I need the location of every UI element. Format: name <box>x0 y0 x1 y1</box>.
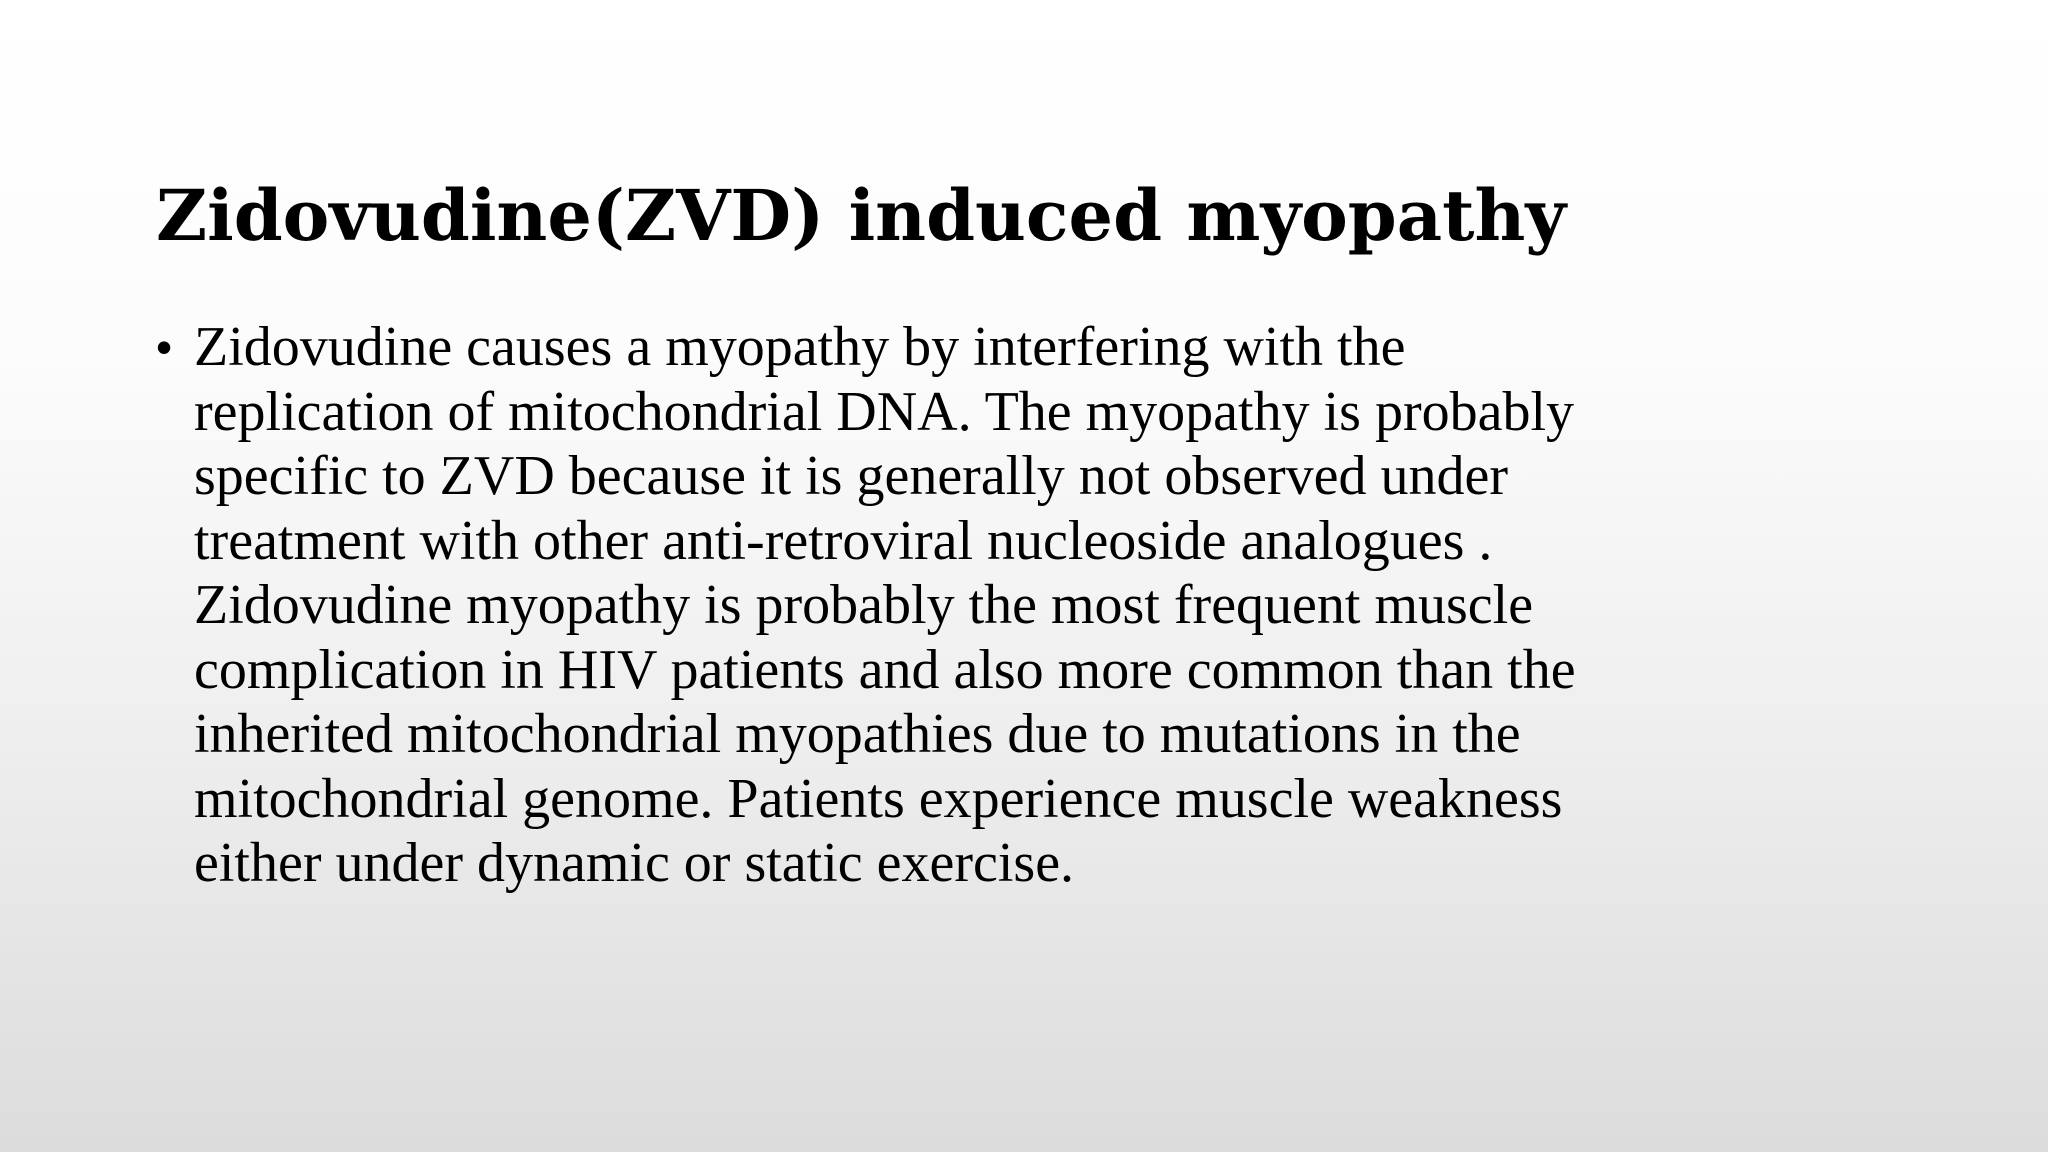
bullet-item <box>156 315 1936 896</box>
bullet-line: replication of mitochondrial DNA. The myopathy is probably <box>194 380 1575 443</box>
bullet-line: complication in HIV patients and also more common than the <box>194 638 1576 701</box>
bullet-line: Zidovudine myopathy is probably the most frequent muscle <box>194 574 1534 636</box>
bullet-line: mitochondrial genome. Patients experience muscle weakness <box>194 767 1563 830</box>
bullet-line: treatment with other anti-retroviral nucleoside analogues . <box>194 509 1493 572</box>
bullet-list <box>156 315 1936 896</box>
bullet-marker-icon: • <box>156 321 173 373</box>
bullet-line: inherited mitochondrial myopathies due to mutations in the <box>194 703 1521 765</box>
bullet-line: either under dynamic or static exercise. <box>194 832 1075 894</box>
bullet-line: specific to ZVD because it is generally not observed under <box>194 445 1509 507</box>
bullet-text <box>194 315 1576 896</box>
slide-title: Zidovudine(ZVD) induced myopathy <box>156 174 1567 257</box>
bullet-line: Zidovudine causes a myopathy by interfering with the <box>194 316 1406 378</box>
